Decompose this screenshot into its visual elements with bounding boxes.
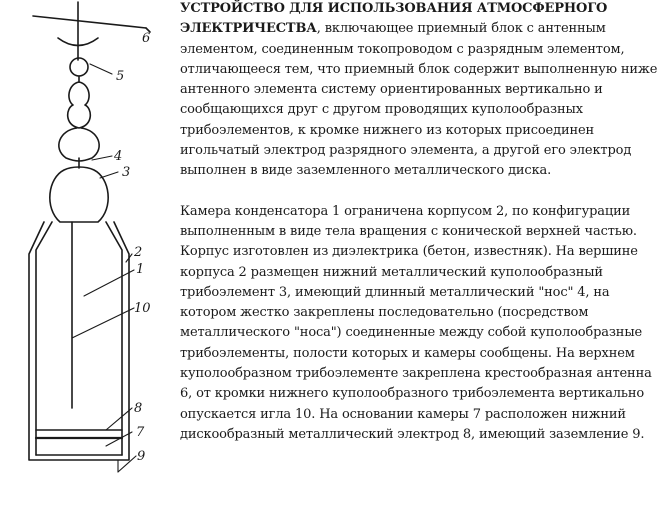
- description-paragraph: Камера конденсатора 1 ограничена корпусом 2, по конфигурации выполненным в виде тела вращения с конической верхней частью. Корпус изготовлен из диэлектрика (бетон, известняк). На вершине корпуса 2 размещен нижний металлический куполообразный трибоэлемент 3, имеющий длинный металлический "нос" 4, на котором жестко закреплены последовательно (посредством металлического "носа") соединенные между собой куполообразные трибоэлементы, полости которых и камеры сообщены. На верхнем куполообразном трибоэлементе закреплена крестообразная антенна 6, от кромки нижнего куполообразного трибоэлемента вертикально опускается игла 10. На основании камеры 7 расположен нижний дискообразный металлический электрод 8, имеющий заземление 9.: [180, 203, 652, 442]
- middle-dome-elements: [59, 82, 99, 168]
- label-4: 4: [114, 149, 123, 164]
- lower-dome-tribo-element: [50, 167, 108, 222]
- label-2: 2: [134, 245, 143, 260]
- paragraph-gap: [180, 182, 664, 202]
- cross-antenna: [33, 2, 150, 60]
- label-8: 8: [134, 401, 143, 416]
- label-6: 6: [142, 31, 151, 46]
- label-3: 3: [122, 165, 131, 180]
- label-10: 10: [134, 301, 151, 316]
- leader-lines: [72, 64, 136, 472]
- label-9: 9: [137, 449, 146, 464]
- upper-dome-element: [70, 58, 88, 82]
- patent-text: [180, 0, 664, 445]
- label-1: 1: [136, 262, 145, 277]
- label-5: 5: [116, 69, 125, 84]
- capacitor-housing: [29, 222, 129, 460]
- label-7: 7: [136, 425, 145, 440]
- claim-body: , включающее приемный блок с антенным элементом, соединенным токопроводом с разрядным элементом, отличающееся тем, что приемный блок содержит выполненную ниже антенного элемента систему ориентированных вертикально и сообщающихся друг с другом проводящих куполообразных трибоэлементов, к кромке нижнего из которых присоединен игольчатый электрод разрядного элемента, а другой его электрод выполнен в виде заземленного металлического диска.: [180, 21, 658, 179]
- claim-title: УСТРОЙСТВО ДЛЯ ИСПОЛЬЗОВАНИЯ АТМОСФЕРНОГО ЭЛЕКТРИЧЕСТВА: [180, 1, 608, 37]
- device-diagram: [0, 0, 175, 504]
- claim-paragraph: [180, 0, 664, 182]
